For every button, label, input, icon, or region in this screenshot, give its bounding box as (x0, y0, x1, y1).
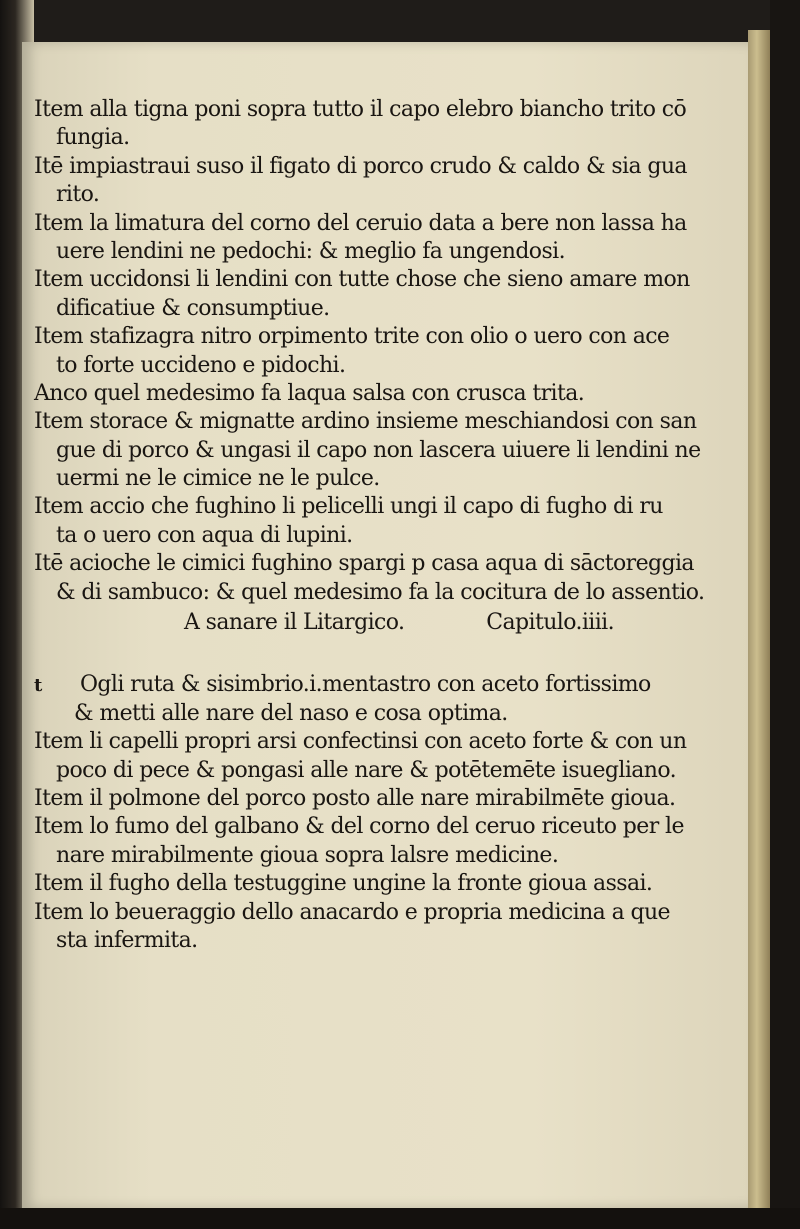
text-line: sta infermita. (56, 927, 198, 953)
chapter-number: Capitulo.iiii. (486, 610, 614, 636)
text-line: rito. (56, 182, 100, 208)
text-line: Item lo beueraggio dello anacardo e propria medicina a que (34, 899, 670, 925)
text-line: uere lendini ne pedochi: & meglio fa ungendosi. (56, 238, 565, 264)
text-line: Item accio che fughino li pelicelli ungi il capo di fugho di ru (34, 494, 663, 520)
text-line: Item lo fumo del galbano & del corno del ceruo riceuto per le (34, 814, 684, 840)
text-line: poco di pece & pongasi alle nare & potētemēte isuegliano. (56, 757, 677, 783)
text-line: Anco quel medesimo fa laqua salsa con crusca trita. (34, 380, 585, 406)
text-line: Item alla tigna poni sopra tutto il capo elebro biancho trito cō (34, 97, 687, 122)
page-text (34, 96, 734, 955)
section-litargico (34, 671, 734, 955)
chapter-title: A sanare il Litargico. (184, 610, 405, 636)
text-line: Item uccidonsi li lendini con tutte chose che sieno amare mon (34, 267, 690, 293)
text-line: fungia. (56, 125, 130, 151)
text-line: & metti alle nare del naso e cosa optima. (74, 700, 508, 726)
section-lice-remedies (34, 96, 734, 607)
text-line: Item li capelli propri arsi confectinsi con aceto forte & con un (34, 729, 687, 755)
text-line: uermi ne le cimice ne le pulce. (56, 466, 380, 492)
text-line: dificatiue & consumptiue. (56, 295, 330, 321)
initial-letter: t (34, 675, 42, 697)
text-line: Item stafizagra nitro orpimento trite con olio o uero con ace (34, 324, 670, 350)
text-line: gue di porco & ungasi il capo non lascera uiuere li lendini ne (56, 437, 701, 463)
scan-background-right (770, 0, 800, 1229)
text-line: ta o uero con aqua di lupini. (56, 522, 353, 548)
text-line: Item il polmone del porco posto alle nare mirabilmēte gioua. (34, 785, 676, 811)
text-line: Itē impiastraui suso il figato di porco crudo & caldo & sia gua (34, 153, 687, 179)
text-line (34, 671, 734, 699)
text-line: Item il fugho della testuggine ungine la fronte gioua assai. (34, 871, 653, 897)
text-line: & di sambuco: & quel medesimo fa la cocitura de lo assentio. (56, 579, 705, 605)
scan-background-bottom (0, 1208, 800, 1229)
spacer (34, 637, 734, 671)
text-line: Item storace & mignatte ardino insieme meschiandosi con san (34, 409, 697, 435)
chapter-heading (34, 609, 734, 637)
book-edge-right (748, 30, 770, 1210)
first-line-text: Ogli ruta & sisimbrio.i.mentastro con aceto fortissimo (80, 672, 651, 698)
text-line: nare mirabilmente gioua sopra lalsre medicine. (56, 842, 559, 868)
text-line: Itē acioche le cimici fughino spargi p casa aqua di sāctoreggia (34, 551, 694, 577)
text-line: Item la limatura del corno del ceruio data a bere non lassa ha (34, 210, 687, 236)
text-line: to forte uccideno e pidochi. (56, 352, 346, 378)
